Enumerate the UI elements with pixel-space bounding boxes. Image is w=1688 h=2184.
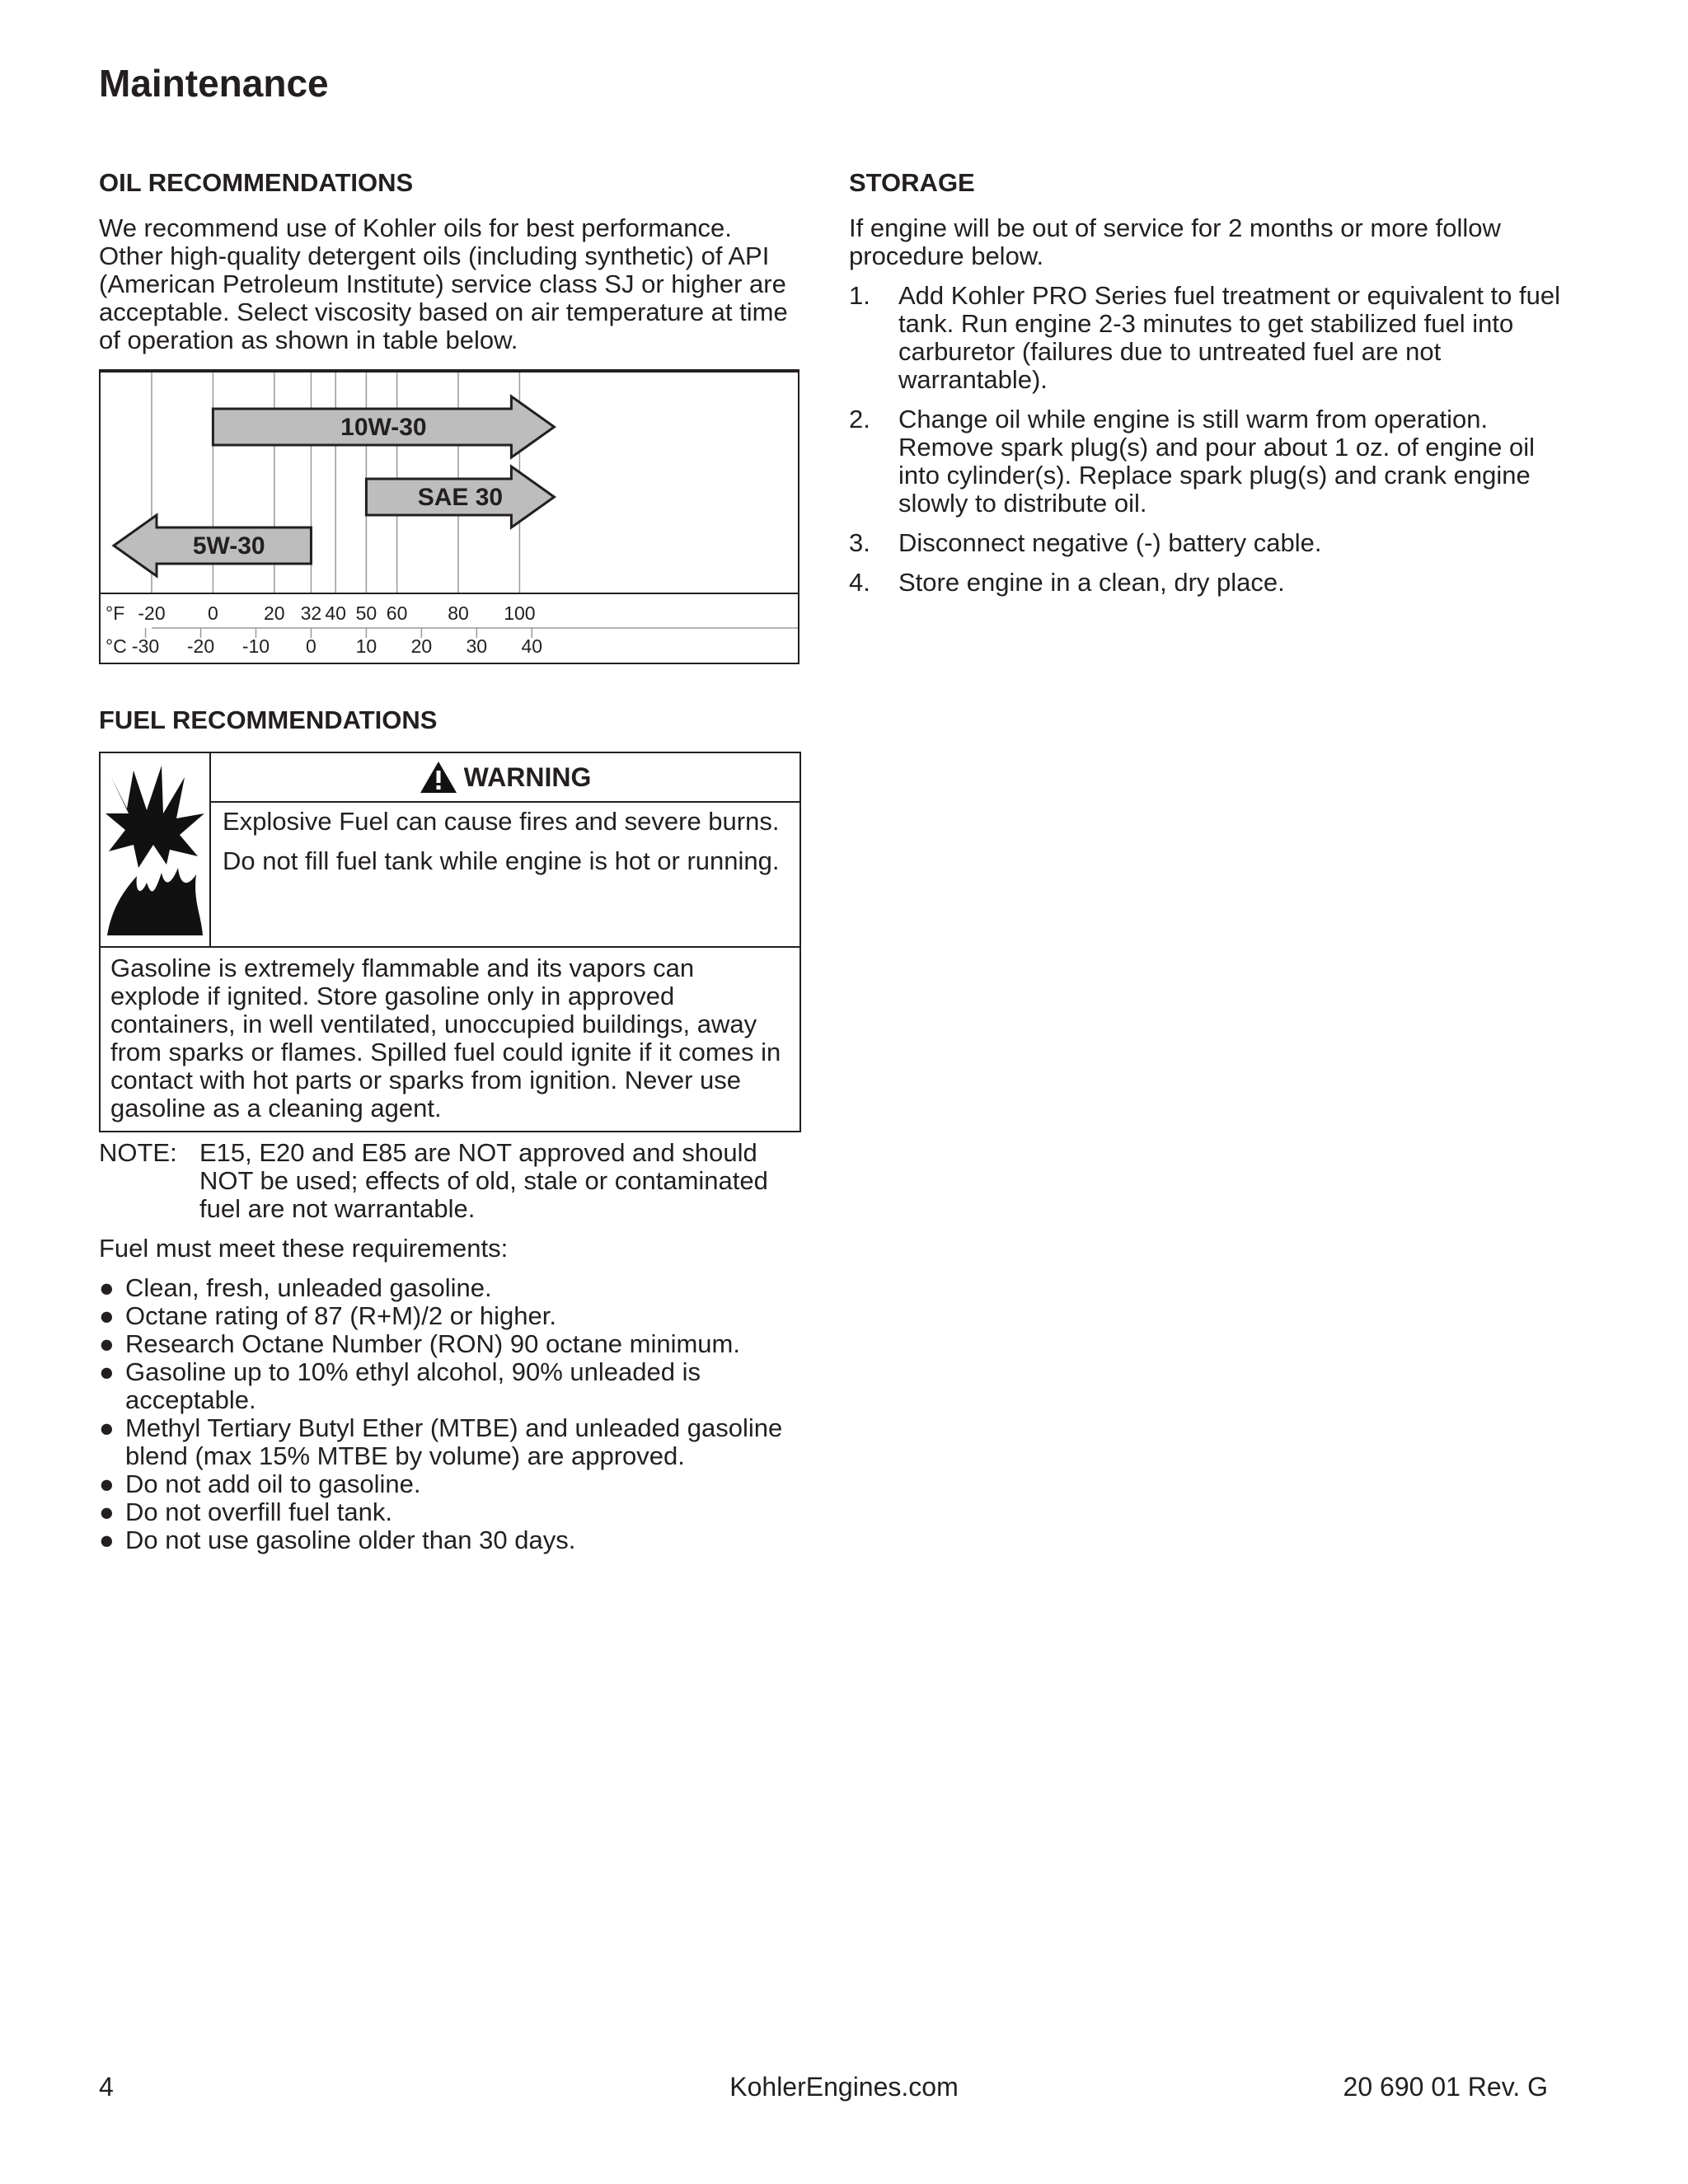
fahrenheit-tick-label: 50 [355,602,377,624]
left-column [99,166,799,1554]
storage-steps [849,282,1566,597]
viscosity-arrow-label: 10W-30 [340,414,427,441]
viscosity-arrow-label: SAE 30 [417,484,504,511]
bullet-icon: ● [99,1469,115,1498]
fuel-heading: FUEL RECOMMENDATIONS [99,705,438,734]
list-item: 4. Store engine in a clean, dry place. [849,568,1285,597]
bullet-icon: ● [99,1329,115,1358]
list-item: ● Gasoline up to 10% ethyl alcohol, 90% unleaded is acceptable. [99,1357,701,1414]
celsius-tick-label: -10 [241,635,270,657]
bullet-icon: ● [99,1301,115,1330]
celsius-tick-label: 10 [355,635,377,657]
note-label: NOTE: [99,1138,177,1167]
celsius-tick-label: 30 [466,635,488,657]
page-title: Maintenance [99,62,329,105]
warning-line-2: Do not fill fuel tank while engine is hot or running. [223,846,780,875]
fahrenheit-tick-label: -20 [138,602,166,624]
bullet-icon: ● [99,1413,115,1442]
oil-heading: OIL RECOMMENDATIONS [99,168,414,197]
celsius-unit-label: °C [106,635,127,657]
storage-heading: STORAGE [849,168,975,197]
list-item: ● Do not add oil to gasoline. [99,1469,421,1498]
bullet-icon: ● [99,1357,115,1386]
warning-body-text: Gasoline is extremely flammable and its vapors can explode if ignited. Store gasoline only in approved containers, in well ventilated, unoccupied buildings, away from sparks or flames. Spilled fuel could ignite if it comes in contact with hot parts or sparks from ignition. Never use gasoline as a cleaning agent. [110,954,781,1122]
explosion-fire-icon [101,753,211,946]
list-item: ● Octane rating of 87 (R+M)/2 or higher. [99,1301,556,1330]
fuel-note [99,1139,799,1223]
list-item: 2. Change oil while engine is still warm from operation. Remove spark plug(s) and pour about 1 oz. of engine oil into cylinder(s). Replace spark plug(s) and crank engine slowly to distribute oil. [849,405,1536,518]
oil-paragraph: We recommend use of Kohler oils for best performance. Other high-quality detergent oils (including synthetic) of API (American Petroleum Institute) service class SJ or higher are acceptable. Select viscosity based on air temperature at time of operation as shown in table below. [99,213,788,354]
celsius-tick-label: -30 [131,635,160,657]
footer-doc-number: 20 690 01 Rev. G [1343,2072,1548,2102]
fahrenheit-tick-label: 100 [504,602,536,624]
fahrenheit-tick-label: 20 [264,602,285,624]
storage-intro: If engine will be out of service for 2 months or more follow procedure below. [849,213,1501,270]
right-column [849,166,1566,608]
bullet-icon: ● [99,1497,115,1526]
celsius-tick-label: 40 [521,635,543,657]
list-item: ● Research Octane Number (RON) 90 octane minimum. [99,1329,740,1358]
fahrenheit-tick-label: 0 [208,602,218,624]
fahrenheit-tick-label: 40 [325,602,346,624]
celsius-tick-label: -20 [186,635,215,657]
celsius-tick-label: 20 [410,635,433,657]
bullet-icon: ● [99,1273,115,1302]
fahrenheit-tick-label: 32 [300,602,322,624]
warning-line-1: Explosive Fuel can cause fires and severe burns. [223,807,780,836]
list-item: 3. Disconnect negative (-) battery cable. [849,528,1322,557]
footer-page-number: 4 [99,2072,114,2102]
fahrenheit-tick-label: 60 [386,602,408,624]
warning-title [211,753,799,803]
requirements-intro: Fuel must meet these requirements: [99,1234,509,1263]
list-item: 1. Add Kohler PRO Series fuel treatment or equivalent to fuel tank. Run engine 2-3 minutes to get stabilized fuel into carburetor (failures due to untreated fuel are not warrantable). [849,281,1560,394]
fuel-requirements-list [99,1274,799,1554]
warning-label: WARNING [463,762,592,792]
fuel-warning-box [99,752,801,1132]
list-item: ● Clean, fresh, unleaded gasoline. [99,1273,492,1302]
fahrenheit-unit-label: °F [106,602,125,624]
fahrenheit-tick-label: 80 [448,602,469,624]
warning-triangle-icon [420,761,457,794]
bullet-icon: ● [99,1526,115,1554]
list-item: ● Do not overfill fuel tank. [99,1497,392,1526]
list-item: ● Do not use gasoline older than 30 days. [99,1526,576,1554]
footer-website: KohlerEngines.com [729,2072,959,2102]
viscosity-arrow-label: 5W-30 [192,532,265,560]
list-item: ● Methyl Tertiary Butyl Ether (MTBE) and unleaded gasoline blend (max 15% MTBE by volume) are approved. [99,1413,783,1470]
celsius-tick-label: 0 [306,635,316,657]
oil-viscosity-chart [99,369,799,664]
note-text: E15, E20 and E85 are NOT approved and should NOT be used; effects of old, stale or contaminated fuel are not warrantable. [199,1138,768,1223]
